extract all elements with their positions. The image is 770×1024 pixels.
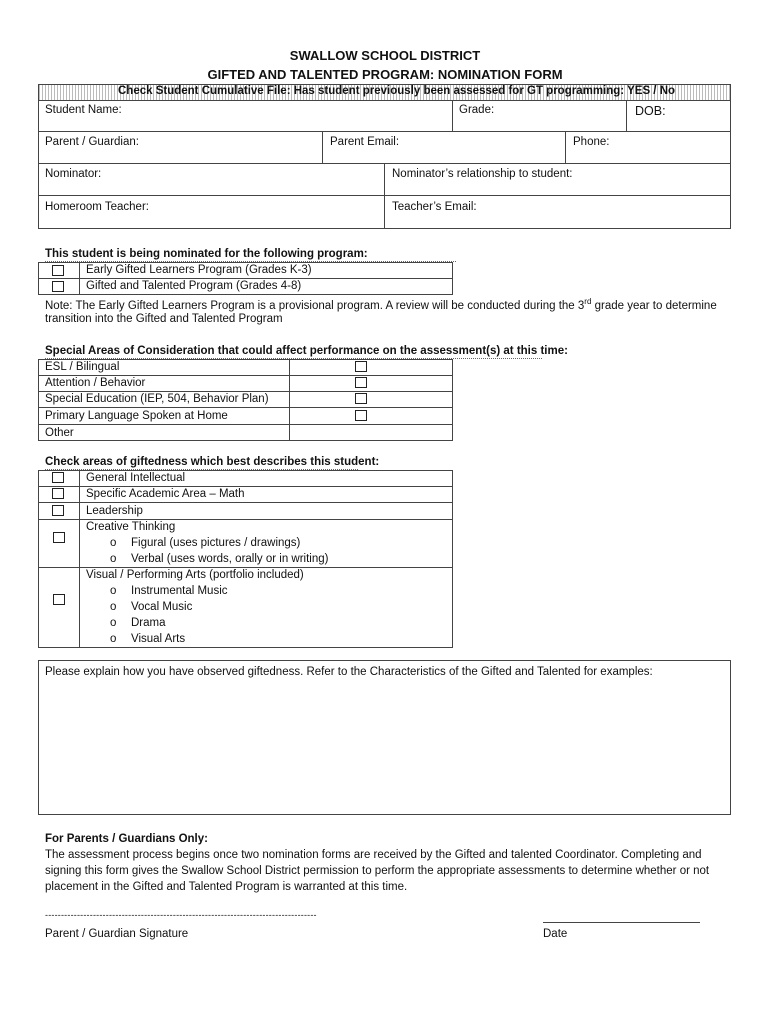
program-note-b: grade year to determine [591,299,717,312]
special-row-language: Primary Language Spoken at Home [45,410,228,422]
giftedness-row-line [38,486,453,487]
program-divider [79,262,80,295]
program-option-gt: Gifted and Talented Program (Grades 4-8) [86,280,302,292]
attention-checkbox[interactable] [355,377,367,388]
program-note [45,297,717,312]
giftedness-divider [79,470,80,648]
date-line[interactable] [543,922,700,923]
parent-email-label: Parent Email: [330,136,400,148]
homeroom-label: Homeroom Teacher: [45,201,149,213]
special-row-other: Other [45,427,74,439]
creative-label: Creative Thinking [86,521,176,533]
signature-label: Parent / Guardian Signature [45,928,189,940]
bullet-icon: o [110,537,117,549]
check-file-text: Check Student Cumulative File: Has student previously been assessed for GT programming: YES / No [118,85,676,97]
parent-label: Parent / Guardian: [45,136,139,148]
teacher-email-label: Teacher’s Email: [392,201,477,213]
special-row-line [38,391,453,392]
giftedness-row-line [38,519,453,520]
nominator-label: Nominator: [45,168,102,180]
creative-item: Figural (uses pictures / drawings) [131,537,301,549]
special-row-line [38,424,453,425]
date-label: Date [543,928,568,940]
language-checkbox[interactable] [355,410,367,421]
program-note-sup: rd [584,297,592,306]
parents-heading: For Parents / Guardians Only: [45,833,208,845]
grade-label: Grade: [459,104,495,116]
special-row-line [38,375,453,376]
arts-item: Visual Arts [131,633,186,645]
giftedness-heading: Check areas of giftedness which best describes this student: [45,456,380,468]
general-intellectual-checkbox[interactable] [52,472,64,483]
leadership-label: Leadership [86,505,143,517]
creative-item: Verbal (uses words, orally or in writing) [131,553,329,565]
esl-checkbox[interactable] [355,361,367,372]
arts-label: Visual / Performing Arts (portfolio included) [86,569,304,581]
arts-item: Drama [131,617,166,629]
special-divider [289,359,290,441]
parents-paragraph-line: signing this form gives the Swallow School District permission to perform the appropriate assessments to determine whether or not [45,865,710,877]
program-heading: This student is being nominated for the following program: [45,248,368,260]
math-label: Specific Academic Area – Math [86,488,245,500]
parents-paragraph-line: placement in the Gifted and Talented Program is warranted at this time. [45,881,408,893]
student-name-label: Student Name: [45,104,122,116]
relationship-label: Nominator’s relationship to student: [392,168,573,180]
special-heading: Special Areas of Consideration that could affect performance on the assessment(s) at this time: [45,345,568,357]
program-note-a: Note: The Early Gifted Learners Program is a provisional program. A review will be conducted during the 3 [45,299,585,312]
special-row-attention: Attention / Behavior [45,377,146,389]
general-intellectual-label: General Intellectual [86,472,186,484]
signature-line[interactable]: ------------------------------------------------------------------------------------- [45,910,317,920]
special-row-esl: ESL / Bilingual [45,361,120,373]
parents-paragraph-line: The assessment process begins once two nomination forms are received by the Gifted and talented Coordinator. Completing and [45,849,702,861]
gifted-talented-checkbox[interactable] [52,281,64,292]
bullet-icon: o [110,585,117,597]
bullet-icon: o [110,601,117,613]
sped-checkbox[interactable] [355,393,367,404]
explain-prompt: Please explain how you have observed giftedness. Refer to the Characteristics of the Gifted and Talented for examples: [45,666,653,678]
program-option-early: Early Gifted Learners Program (Grades K-3) [86,264,312,276]
math-checkbox[interactable] [52,488,64,499]
giftedness-row-line [38,567,453,568]
creative-checkbox[interactable] [53,532,65,543]
leadership-checkbox[interactable] [52,505,64,516]
arts-item: Vocal Music [131,601,193,613]
district-title: SWALLOW SCHOOL DISTRICT [289,48,481,63]
bullet-icon: o [110,617,117,629]
arts-checkbox[interactable] [53,594,65,605]
bullet-icon: o [110,553,117,565]
giftedness-row-line [38,502,453,503]
special-row-sped: Special Education (IEP, 504, Behavior Plan) [45,393,269,405]
early-gifted-checkbox[interactable] [52,265,64,276]
dob-label: DOB: [635,104,666,118]
form-title: GIFTED AND TALENTED PROGRAM: NOMINATION FORM [207,67,563,82]
program-note-line2: transition into the Gifted and Talented Program [45,313,283,325]
bullet-icon: o [110,633,117,645]
arts-item: Instrumental Music [131,585,228,597]
special-row-line [38,407,453,408]
explain-textarea[interactable] [38,660,731,815]
phone-label: Phone: [573,136,610,148]
